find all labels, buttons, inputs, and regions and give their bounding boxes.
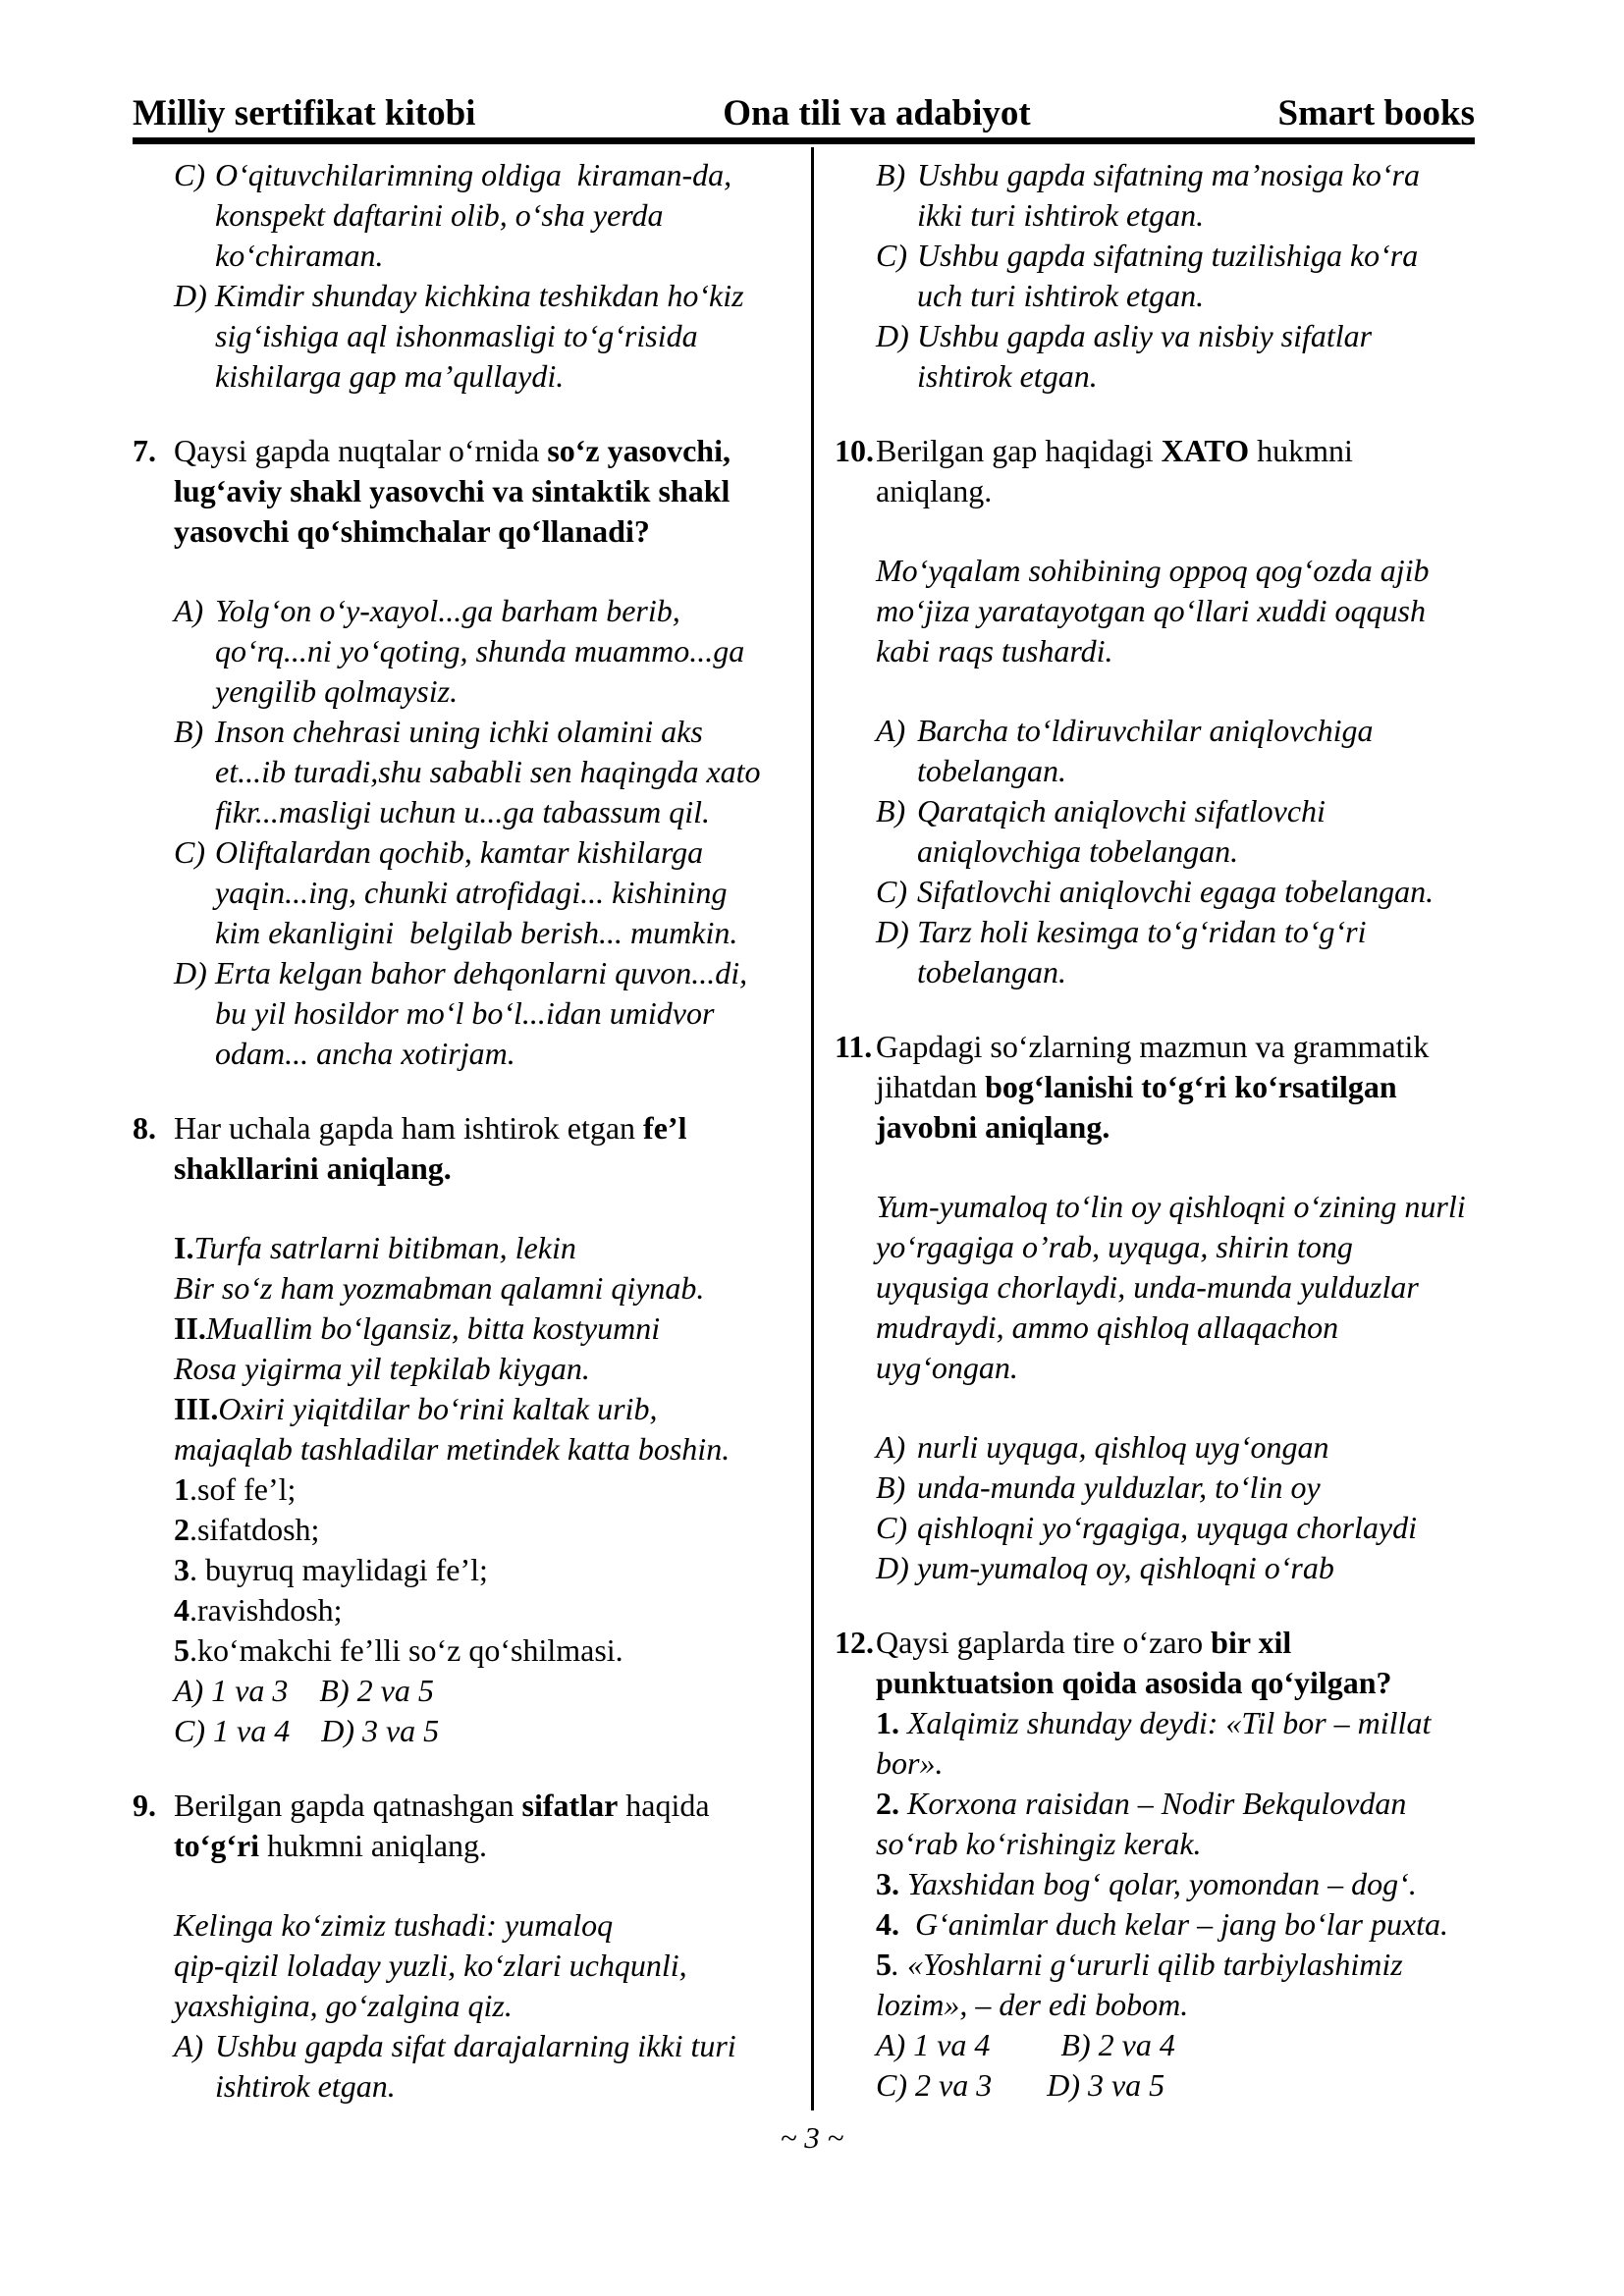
text-segment: konspekt daftarini olib, o‘sha yerda	[215, 197, 664, 233]
text-line	[835, 2025, 1494, 2065]
text-line	[835, 1548, 1494, 1588]
header-rule	[133, 137, 1475, 144]
text-segment: sifatlar	[521, 1788, 619, 1823]
text-segment: 3.	[876, 1866, 907, 1901]
text-segment: ko‘chiraman.	[215, 238, 384, 273]
text-line	[133, 431, 792, 471]
text-segment: 1.	[876, 1705, 907, 1740]
text-segment: 3	[174, 1552, 189, 1587]
text-segment: so‘z yasovchi,	[547, 433, 731, 468]
line-label: 11.	[835, 1029, 873, 1064]
text-line	[835, 236, 1494, 276]
text-segment: Sifatlovchi aniqlovchi egaga tobelangan.	[917, 874, 1435, 909]
text-segment: Yolg‘on o‘y-xayol...ga barham berib,	[215, 593, 680, 628]
text-segment: hukmni	[1249, 433, 1353, 468]
line-label: 10.	[835, 433, 874, 468]
line-label: B)	[174, 714, 204, 749]
text-line	[133, 1711, 792, 1751]
line-label: A)	[174, 2028, 204, 2063]
text-line	[133, 1148, 792, 1189]
text-segment: Ushbu gapda asliy va nisbiy sifatlar	[917, 318, 1373, 353]
text-block	[835, 711, 1494, 992]
text-block	[133, 1786, 792, 1866]
text-line	[133, 1946, 792, 1986]
text-segment: ikki turi ishtirok etgan.	[917, 197, 1205, 233]
text-segment: fe’l	[643, 1110, 687, 1146]
text-line	[133, 1786, 792, 1826]
text-segment: Berilgan gap haqidagi	[876, 433, 1162, 468]
text-line	[133, 2026, 792, 2066]
text-block	[835, 1427, 1494, 1588]
text-line	[133, 953, 792, 993]
line-label: 12.	[835, 1625, 874, 1660]
text-line	[133, 1389, 792, 1429]
text-segment: to‘g‘ri	[174, 1828, 260, 1863]
text-line	[133, 712, 792, 752]
text-line	[133, 1630, 792, 1671]
text-line	[835, 1945, 1494, 1985]
text-line	[133, 276, 792, 316]
text-segment: 5	[876, 1947, 892, 1982]
text-segment: I.	[174, 1230, 194, 1265]
text-line	[835, 551, 1494, 591]
text-segment: 5	[174, 1632, 189, 1668]
text-segment: Ushbu gapda sifatning tuzilishiga ko‘ra	[917, 238, 1419, 273]
text-line	[133, 1671, 792, 1711]
text-segment: Rosa yigirma yil tepkilab kiygan.	[174, 1351, 590, 1386]
text-line	[835, 1623, 1494, 1663]
text-segment: Kelinga ko‘zimiz tushadi: yumaloq	[174, 1907, 614, 1943]
text-segment: 4	[174, 1592, 189, 1628]
line-label: D)	[174, 955, 207, 990]
text-segment: Har uchala gapda ham ishtirok etgan	[174, 1110, 644, 1146]
column-left	[133, 155, 792, 2107]
line-label: C)	[174, 157, 205, 192]
text-block	[133, 155, 792, 397]
text-segment: A) 1 va 4 B) 2 va 4	[876, 2027, 1175, 2062]
text-segment: javobni aniqlang.	[876, 1109, 1110, 1145]
line-label: 8.	[133, 1110, 156, 1146]
text-line	[133, 913, 792, 953]
text-segment: Oxiri yiqitdilar bo‘rini kaltak urib,	[218, 1391, 658, 1426]
text-line	[133, 591, 792, 631]
text-segment: Korxona raisidan – Nodir Bekqulovdan	[907, 1786, 1407, 1821]
text-segment: tobelangan.	[917, 753, 1066, 788]
text-segment: Tarz holi kesimga to‘g‘ridan to‘g‘ri	[917, 914, 1367, 949]
text-segment: nurli uyquga, qishloq uyg‘ongan	[917, 1429, 1329, 1465]
text-segment: Kimdir shunday kichkina teshikdan ho‘kiz	[215, 278, 744, 313]
text-line	[835, 316, 1494, 356]
text-line	[835, 2065, 1494, 2106]
line-label: 9.	[133, 1788, 156, 1823]
text-segment: III.	[174, 1391, 219, 1426]
text-line	[133, 356, 792, 397]
text-segment: Mo‘yqalam sohibining oppoq qog‘ozda ajib	[876, 553, 1430, 588]
text-line	[835, 591, 1494, 631]
text-segment: aniqlovchiga tobelangan.	[917, 833, 1239, 869]
text-line	[835, 952, 1494, 992]
page-number: ~ 3 ~	[780, 2120, 844, 2155]
text-line	[835, 1743, 1494, 1784]
text-line	[835, 1703, 1494, 1743]
text-line	[133, 1034, 792, 1074]
line-label: C)	[876, 874, 907, 909]
text-segment: bor».	[876, 1745, 944, 1781]
text-line	[133, 1469, 792, 1510]
text-segment: 1	[174, 1471, 189, 1507]
text-segment: Bir so‘z ham yozmabman qalamni qiynab.	[174, 1270, 705, 1306]
text-line	[835, 831, 1494, 872]
text-segment: lug‘aviy shakl yasovchi va sintaktik shakl	[174, 473, 731, 508]
text-segment: yengilib qolmaysiz.	[215, 673, 459, 709]
text-segment: tobelangan.	[917, 954, 1066, 989]
text-segment: .sof fe’l;	[189, 1471, 297, 1507]
text-line	[835, 356, 1494, 397]
text-line	[835, 1227, 1494, 1267]
line-label: D)	[876, 318, 909, 353]
text-block	[835, 1623, 1494, 2106]
text-line	[133, 1308, 792, 1349]
text-block	[835, 1027, 1494, 1148]
text-segment: ishtirok etgan.	[917, 358, 1098, 394]
text-segment: Gapdagi so‘zlarning mazmun va grammatik	[876, 1029, 1430, 1064]
text-segment: Ushbu gapda sifatning ma’nosiga ko‘ra	[917, 157, 1420, 192]
text-segment: .ravishdosh;	[189, 1592, 343, 1628]
text-line	[835, 1784, 1494, 1824]
text-segment: . «Yoshlarni g‘ururli qilib tarbiylashimiz	[892, 1947, 1403, 1982]
text-line	[835, 1187, 1494, 1227]
text-segment: haqida	[618, 1788, 710, 1823]
text-line	[835, 1468, 1494, 1508]
text-line	[835, 1864, 1494, 1904]
text-segment: jihatdan	[876, 1069, 986, 1104]
text-line	[133, 316, 792, 356]
text-segment: Qaysi gaplarda tire o‘zaro	[876, 1625, 1212, 1660]
text-line	[835, 276, 1494, 316]
text-segment: Yum-yumaloq to‘lin oy qishloqni o‘zining nurli	[876, 1189, 1466, 1224]
text-segment: Muallim bo‘lgansiz, bitta kostyumni	[205, 1310, 661, 1346]
text-line	[835, 1427, 1494, 1468]
text-segment: yasovchi qo‘shimchalar qo‘llanadi?	[174, 513, 650, 549]
text-line	[835, 1308, 1494, 1348]
text-block	[835, 1187, 1494, 1388]
text-segment: C) 2 va 3 D) 3 va 5	[876, 2067, 1165, 2103]
line-label: C)	[876, 1510, 907, 1545]
text-segment: majaqlab tashladilar metindek katta boshin.	[174, 1431, 731, 1467]
text-line	[133, 832, 792, 873]
text-line	[835, 1904, 1494, 1945]
text-block	[835, 431, 1494, 511]
line-label: D)	[876, 1550, 909, 1585]
text-line	[133, 1590, 792, 1630]
text-line	[835, 631, 1494, 671]
text-segment: uch turi ishtirok etgan.	[917, 278, 1205, 313]
text-segment: .ko‘makchi fe’lli so‘z qo‘shilmasi.	[189, 1632, 623, 1668]
text-line	[835, 872, 1494, 912]
text-segment: lozim», – der edi bobom.	[876, 1987, 1189, 2022]
text-segment: C) 1 va 4 D) 3 va 5	[174, 1713, 440, 1748]
text-segment: ishtirok etgan.	[215, 2068, 396, 2104]
text-segment: yaxshigina, go‘zalgina qiz.	[174, 1988, 513, 2023]
text-segment: yo‘rgagiga o’rab, uyquga, shirin tong	[876, 1229, 1353, 1264]
text-segment: Yaxshidan bog‘ qolar, yomondan – dog‘.	[907, 1866, 1417, 1901]
text-block	[133, 1905, 792, 2107]
text-line	[133, 1429, 792, 1469]
text-line	[133, 792, 792, 832]
text-line	[835, 1267, 1494, 1308]
text-line	[133, 631, 792, 671]
text-segment: Barcha to‘ldiruvchilar aniqlovchiga	[917, 713, 1374, 748]
text-segment: sig‘ishiga aql ishonmasligi to‘g‘risida	[215, 318, 698, 353]
text-line	[133, 511, 792, 552]
text-line	[835, 195, 1494, 236]
line-label: B)	[876, 1469, 906, 1505]
line-label: C)	[876, 238, 907, 273]
text-line	[133, 993, 792, 1034]
text-segment: 4.	[876, 1906, 907, 1942]
text-line	[835, 1508, 1494, 1548]
text-line	[133, 1268, 792, 1308]
text-line	[835, 471, 1494, 511]
text-segment: so‘rab ko‘rishingiz kerak.	[876, 1826, 1202, 1861]
text-line	[133, 873, 792, 913]
line-label: D)	[174, 278, 207, 313]
text-line	[133, 1228, 792, 1268]
text-segment: uyqusiga chorlaydi, unda-munda yulduzlar	[876, 1269, 1419, 1305]
text-segment: Xalqimiz shunday deydi: «Til bor – millat	[907, 1705, 1432, 1740]
text-segment: qo‘rq...ni yo‘qoting, shunda muammo...ga	[215, 633, 745, 668]
text-segment: aniqlang.	[876, 473, 993, 508]
text-segment: unda-munda yulduzlar, to‘lin oy	[917, 1469, 1321, 1505]
text-segment: Qaysi gapda nuqtalar o‘rnida	[174, 433, 548, 468]
text-segment: 2.	[876, 1786, 907, 1821]
text-segment: yum-yumaloq oy, qishloqni o‘rab	[917, 1550, 1334, 1585]
text-segment: et...ib turadi,shu sababli sen haqingda xato	[215, 754, 761, 789]
text-line	[133, 671, 792, 712]
line-label: A)	[876, 1429, 906, 1465]
text-line	[133, 1550, 792, 1590]
text-block	[133, 591, 792, 1074]
text-line	[835, 1107, 1494, 1148]
text-segment: mudraydi, ammo qishloq allaqachon	[876, 1309, 1339, 1345]
text-segment: Qaratqich aniqlovchi sifatlovchi	[917, 793, 1326, 828]
text-segment: 2	[174, 1512, 189, 1547]
text-segment: G‘animlar duch kelar – jang bo‘lar puxta.	[907, 1906, 1449, 1942]
text-segment: shakllarini aniqlang.	[174, 1150, 452, 1186]
line-label: A)	[876, 713, 906, 748]
text-segment: . buyruq maylidagi fe’l;	[189, 1552, 488, 1587]
text-line	[835, 791, 1494, 831]
text-line	[835, 1663, 1494, 1703]
text-line	[835, 751, 1494, 791]
text-line	[835, 1027, 1494, 1067]
text-line	[133, 1986, 792, 2026]
text-segment: .sifatdosh;	[189, 1512, 320, 1547]
text-line	[835, 1824, 1494, 1864]
text-segment: Oliftalardan qochib, kamtar kishilarga	[215, 834, 704, 870]
text-line	[835, 711, 1494, 751]
text-line	[133, 195, 792, 236]
line-label: 7.	[133, 433, 156, 468]
text-segment: qishloqni yo‘rgagiga, uyquga chorlaydi	[917, 1510, 1417, 1545]
text-segment: uyg‘ongan.	[876, 1350, 1018, 1385]
text-line	[133, 155, 792, 195]
text-line	[133, 1349, 792, 1389]
text-line	[835, 1067, 1494, 1107]
text-line	[133, 471, 792, 511]
text-block	[835, 551, 1494, 671]
line-label: B)	[876, 157, 906, 192]
text-segment: bir xil	[1211, 1625, 1292, 1660]
line-label: A)	[174, 593, 204, 628]
text-block	[133, 1228, 792, 1751]
line-label: B)	[876, 793, 906, 828]
text-segment: fikr...masligi uchun u...ga tabassum qil.	[215, 794, 711, 829]
column-right	[835, 155, 1494, 2106]
text-segment: kishilarga gap ma’qullaydi.	[215, 358, 565, 394]
text-block	[835, 155, 1494, 397]
header-title-left: Milliy sertifikat kitobi	[133, 93, 476, 133]
text-segment: II.	[174, 1310, 206, 1346]
text-segment: Berilgan gapda qatnashgan	[174, 1788, 522, 1823]
text-line	[835, 912, 1494, 952]
text-segment: Ushbu gapda sifat darajalarning ikki turi	[215, 2028, 736, 2063]
text-segment: bog‘lanishi to‘g‘ri ko‘rsatilgan	[985, 1069, 1397, 1104]
text-segment: kabi raqs tushardi.	[876, 633, 1113, 668]
text-line	[835, 155, 1494, 195]
text-segment: kim ekanligini belgilab berish... mumkin.	[215, 915, 738, 950]
text-segment: mo‘jiza yaratayotgan qo‘llari xuddi oqqush	[876, 593, 1426, 628]
text-segment: odam... ancha xotirjam.	[215, 1036, 515, 1071]
text-line	[133, 1510, 792, 1550]
text-line	[835, 1985, 1494, 2025]
column-divider	[811, 147, 814, 2110]
line-label: C)	[174, 834, 205, 870]
text-line	[133, 1826, 792, 1866]
text-segment: O‘qituvchilarimning oldiga kiraman-da,	[215, 157, 732, 192]
text-segment: XATO	[1161, 433, 1250, 468]
text-segment: bu yil hosildor mo‘l bo‘l...idan umidvor	[215, 995, 715, 1031]
text-segment: Erta kelgan bahor dehqonlarni quvon...di,	[215, 955, 748, 990]
text-segment: hukmni aniqlang.	[259, 1828, 488, 1863]
page-header	[133, 94, 1475, 133]
text-segment: Turfa satrlarni bitibman, lekin	[193, 1230, 576, 1265]
text-line	[133, 1108, 792, 1148]
header-title-right: Smart books	[1277, 93, 1475, 133]
text-segment: qip-qizil loladay yuzli, ko‘zlari uchqunli,	[174, 1948, 687, 1983]
text-block	[133, 1108, 792, 1189]
text-segment: punktuatsion qoida asosida qo‘yilgan?	[876, 1665, 1392, 1700]
text-line	[133, 1905, 792, 1946]
text-segment: Inson chehrasi uning ichki olamini aks	[215, 714, 703, 749]
text-block	[133, 431, 792, 552]
text-line	[835, 431, 1494, 471]
text-segment: A) 1 va 3 B) 2 va 5	[174, 1673, 434, 1708]
text-line	[133, 752, 792, 792]
line-label: D)	[876, 914, 909, 949]
text-line	[133, 2066, 792, 2107]
header-title-center: Ona tili va adabiyot	[723, 93, 1031, 133]
text-line	[835, 1348, 1494, 1388]
text-segment: yaqin...ing, chunki atrofidagi... kishining	[215, 875, 728, 910]
text-line	[133, 236, 792, 276]
